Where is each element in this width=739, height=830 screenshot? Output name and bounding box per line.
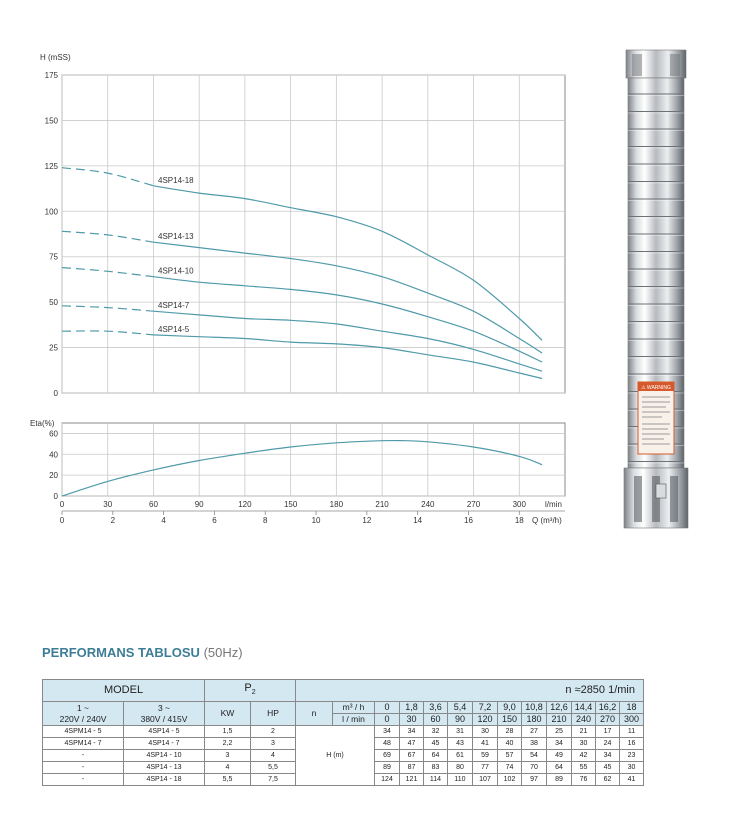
flow-m3h-cell: 1,8 — [400, 702, 424, 714]
hp-cell: 4 — [251, 750, 296, 762]
flow-m3h-cell: 12,6 — [547, 702, 572, 714]
kw-header: KW — [205, 702, 251, 726]
flow-lmin-cell: 270 — [596, 714, 620, 726]
main-plot-frame — [62, 75, 565, 393]
head-value-cell: 45 — [424, 738, 448, 750]
flow-lmin-cell: 180 — [522, 714, 547, 726]
head-value-cell: 23 — [620, 750, 644, 762]
head-value-cell: 124 — [375, 774, 400, 786]
y-tick-label: 100 — [44, 207, 58, 217]
head-value-cell: 67 — [400, 750, 424, 762]
head-value-cell: 28 — [498, 726, 522, 738]
head-value-cell: 30 — [572, 738, 596, 750]
head-value-cell: 25 — [547, 726, 572, 738]
eta-tick-label: 0 — [53, 492, 58, 501]
x-tick-m3h: 6 — [212, 516, 217, 525]
x-tick-lmin: 120 — [238, 500, 252, 509]
y-tick-label: 0 — [53, 389, 58, 398]
head-value-cell: 54 — [522, 750, 547, 762]
head-value-cell: 102 — [498, 774, 522, 786]
x-tick-m3h: 8 — [263, 516, 268, 525]
flow-lmin-cell: 30 — [400, 714, 424, 726]
x-tick-lmin: 180 — [329, 500, 344, 509]
model-3phase-cell: 4SP14 - 18 — [124, 774, 205, 786]
head-value-cell: 38 — [522, 738, 547, 750]
x-tick-lmin: 90 — [194, 500, 204, 509]
x-tick-m3h: 10 — [311, 516, 321, 525]
curve-label: 4SP14-5 — [158, 324, 190, 334]
kw-cell: 5,5 — [205, 774, 251, 786]
model-1phase-cell: - — [43, 774, 124, 786]
head-value-cell: 40 — [498, 738, 522, 750]
hp-cell: 2 — [251, 726, 296, 738]
head-value-cell: 48 — [375, 738, 400, 750]
kw-cell: 1,5 — [205, 726, 251, 738]
x-tick-lmin: 270 — [466, 500, 481, 509]
flow-m3h-cell: 14,4 — [572, 702, 596, 714]
model-3phase-cell: 4SP14 - 5 — [124, 726, 205, 738]
y-tick-label: 75 — [49, 252, 58, 262]
x-tick-m3h: 4 — [161, 516, 166, 525]
x-tick-lmin: 30 — [103, 500, 113, 509]
head-value-cell: 27 — [522, 726, 547, 738]
curve-4sp14-13 — [154, 242, 543, 353]
x-tick-lmin: 150 — [283, 500, 298, 509]
head-value-cell: 47 — [400, 738, 424, 750]
flow-lmin-cell: 150 — [498, 714, 522, 726]
eta-tick-label: 20 — [49, 471, 58, 481]
phase1-line1: 1 ~ — [76, 702, 90, 713]
performance-table-body — [43, 726, 644, 786]
flow-lmin-cell: 120 — [473, 714, 498, 726]
x-tick-m3h: 0 — [59, 516, 65, 525]
m3h-header: m³ / h — [333, 702, 375, 714]
flow-lmin-cell: 300 — [620, 714, 644, 726]
head-value-cell: 24 — [596, 738, 620, 750]
x-unit-bottom: Q (m³/h) — [532, 516, 562, 525]
x-tick-m3h: 16 — [464, 516, 473, 525]
x-tick-m3h: 2 — [110, 516, 116, 525]
flow-m3h-cell: 7,2 — [473, 702, 498, 714]
curve-4sp14-7 — [154, 311, 543, 371]
y-tick-label: 125 — [44, 161, 58, 171]
model-3phase-cell: 4SP14 - 10 — [124, 750, 205, 762]
curve-4sp14-10 — [154, 277, 543, 362]
head-value-cell: 57 — [498, 750, 522, 762]
model-1phase-cell: - — [43, 750, 124, 762]
x-tick-m3h: 12 — [362, 516, 372, 525]
head-value-cell: 17 — [596, 726, 620, 738]
head-value-cell: 34 — [547, 738, 572, 750]
head-value-cell: 64 — [547, 762, 572, 774]
y-tick-label: 150 — [44, 116, 58, 126]
head-value-cell: 64 — [424, 750, 448, 762]
head-value-cell: 42 — [572, 750, 596, 762]
x-tick-lmin: 300 — [512, 500, 526, 509]
pump-image — [612, 44, 700, 534]
hp-cell: 5,5 — [251, 762, 296, 774]
head-value-cell: 59 — [473, 750, 498, 762]
head-value-cell: 11 — [620, 726, 644, 738]
head-value-cell: 55 — [572, 762, 596, 774]
flow-m3h-cell: 9,0 — [498, 702, 522, 714]
x-tick-lmin: 60 — [149, 500, 158, 509]
flow-m3h-cell: 0 — [375, 702, 400, 714]
x-tick-lmin: 210 — [375, 500, 389, 509]
h-axis-title: H (mSS) — [40, 53, 71, 62]
performance-table-title-text: PERFORMANS TABLOSU — [42, 645, 200, 660]
head-value-cell: 32 — [424, 726, 448, 738]
flow-lmin-cell: 240 — [572, 714, 596, 726]
phase3-line1: 3 ~ — [157, 702, 171, 713]
warning-label-text: ⚠ WARNING — [641, 385, 671, 391]
curve-label: 4SP14-10 — [158, 266, 194, 276]
hp-header: HP — [251, 702, 296, 726]
flow-lmin-cell: 0 — [375, 714, 400, 726]
performance-table-title — [42, 645, 243, 660]
head-value-cell: 89 — [547, 774, 572, 786]
head-value-cell: 114 — [424, 774, 448, 786]
curve-label: 4SP14-7 — [158, 301, 190, 311]
lmin-header: l / min — [333, 714, 375, 726]
head-value-cell: 45 — [596, 762, 620, 774]
model-3phase-cell: 4SP14 - 13 — [124, 762, 205, 774]
hp-cell: 3 — [251, 738, 296, 750]
x-unit-top: l/min — [545, 500, 562, 509]
eta-tick-label: 60 — [49, 429, 58, 439]
flow-m3h-cell: 18 — [620, 702, 644, 714]
warning-label — [638, 382, 674, 454]
flow-m3h-cell: 5,4 — [448, 702, 473, 714]
model-1phase-cell: 4SPM14 - 5 — [43, 726, 124, 738]
head-value-cell: 21 — [572, 726, 596, 738]
flow-m3h-cell: 3,6 — [424, 702, 448, 714]
y-tick-label: 25 — [49, 343, 58, 353]
head-value-cell: 77 — [473, 762, 498, 774]
eta-plot-frame — [62, 423, 565, 496]
x-tick-m3h: 14 — [413, 516, 423, 525]
head-value-cell: 69 — [375, 750, 400, 762]
x-tick-lmin: 240 — [421, 500, 435, 509]
hp-cell: 7,5 — [251, 774, 296, 786]
model-1phase-cell: - — [43, 762, 124, 774]
head-value-cell: 43 — [448, 738, 473, 750]
curve-label: 4SP14-18 — [158, 175, 194, 185]
eta-axis-title: Eta(%) — [30, 419, 55, 428]
eta-tick-label: 40 — [49, 450, 58, 460]
model-header: MODEL — [43, 680, 205, 702]
head-value-cell: 89 — [375, 762, 400, 774]
x-tick-m3h: 18 — [514, 516, 524, 525]
speed-header: n ≈2850 1/min — [296, 680, 644, 702]
kw-cell: 2,2 — [205, 738, 251, 750]
head-value-cell: 16 — [620, 738, 644, 750]
y-tick-label: 50 — [49, 298, 58, 308]
head-value-cell: 70 — [522, 762, 547, 774]
kw-cell: 4 — [205, 762, 251, 774]
y-tick-label: 175 — [44, 71, 58, 80]
table-row — [43, 726, 644, 738]
head-value-cell: 31 — [448, 726, 473, 738]
p2-sub: 2 — [251, 689, 256, 697]
flow-lmin-cell: 90 — [448, 714, 473, 726]
model-1phase-cell: 4SPM14 - 7 — [43, 738, 124, 750]
n-header: n — [296, 702, 333, 726]
head-value-cell: 34 — [400, 726, 424, 738]
efficiency-curve — [62, 441, 542, 496]
phase3-header — [124, 702, 205, 726]
flow-lmin-cell: 210 — [547, 714, 572, 726]
flow-m3h-cell: 10,8 — [522, 702, 547, 714]
head-value-cell: 107 — [473, 774, 498, 786]
head-value-cell: 30 — [473, 726, 498, 738]
kw-cell: 3 — [205, 750, 251, 762]
head-value-cell: 80 — [448, 762, 473, 774]
x-tick-lmin: 0 — [59, 500, 65, 509]
phase3-line2: 380V / 415V — [140, 713, 188, 724]
head-value-cell: 61 — [448, 750, 473, 762]
head-value-cell: 97 — [522, 774, 547, 786]
phase1-line2: 220V / 240V — [59, 713, 107, 724]
head-value-cell: 34 — [375, 726, 400, 738]
head-value-cell: 30 — [620, 762, 644, 774]
flow-lmin-cell: 60 — [424, 714, 448, 726]
head-value-cell: 34 — [596, 750, 620, 762]
flow-m3h-cell: 16,2 — [596, 702, 620, 714]
head-value-cell: 87 — [400, 762, 424, 774]
head-value-cell: 62 — [596, 774, 620, 786]
head-value-cell: 121 — [400, 774, 424, 786]
performance-table — [42, 679, 644, 786]
head-label-cell: H (m) — [296, 726, 375, 786]
head-value-cell: 83 — [424, 762, 448, 774]
head-value-cell: 41 — [473, 738, 498, 750]
curve-label: 4SP14-13 — [158, 232, 194, 242]
head-value-cell: 49 — [547, 750, 572, 762]
curve-4sp14-5 — [154, 335, 543, 379]
p2-label: P — [244, 681, 252, 694]
head-value-cell: 110 — [448, 774, 473, 786]
phase1-header — [43, 702, 124, 726]
head-value-cell: 76 — [572, 774, 596, 786]
performance-table-frequency: (50Hz) — [203, 645, 243, 660]
head-value-cell: 74 — [498, 762, 522, 774]
head-value-cell: 41 — [620, 774, 644, 786]
p2-header — [205, 680, 296, 702]
model-3phase-cell: 4SP14 - 7 — [124, 738, 205, 750]
